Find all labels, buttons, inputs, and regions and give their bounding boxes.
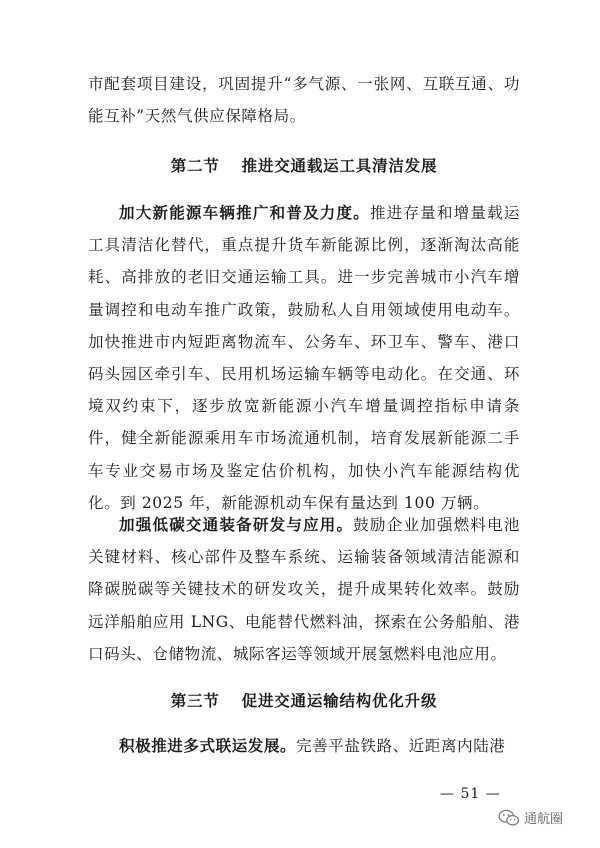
paragraph-multimodal-transport: [88, 730, 520, 762]
paragraph-body: 鼓励企业加强燃料电池关键材料、核心部件及整车系统、运输装备领域清洁能源和降碳脱碳等关键技术的研发攻关，提升成果转化效率。鼓励远洋船舶应用 LNG、电能替代燃料油，探索在公务船舶、港口码头、仓储物流、城际客运等领域开展氢燃料电池应用。: [88, 516, 520, 663]
paragraph-new-energy-vehicles: [88, 197, 520, 519]
wechat-icon: [498, 809, 520, 827]
continuation-text: 市配套项目建设，巩固提升“多气源、一张网、互联互通、功能互补”天然气供应保障格局。: [88, 75, 520, 126]
section-number: 第二节: [170, 156, 220, 175]
paragraph-lead: 积极推进多式联运发展。: [119, 736, 297, 755]
section-heading-2: [88, 154, 520, 176]
section-heading-3: [88, 689, 520, 711]
section-title: 促进交通运输结构优化升级: [241, 691, 438, 710]
watermark-text: 通航圈: [524, 812, 564, 827]
paragraph-low-carbon-equipment: [88, 509, 520, 670]
page-number: — 51 —: [440, 786, 501, 802]
section-title: 推进交通载运工具清洁发展: [241, 156, 438, 175]
paragraph-body: 推进存量和增量载运工具清洁化替代，重点提升货车新能源比例，逐渐淘汰高能耗、高排放的老旧交通运输工具。进一步完善城市小汽车增量调控和电动车推广政策，鼓励私人自用领域使用电动车。加快推进市内短距离物流车、公务车、环卫车、警车、港口码头园区牵引车、民用机场运输车辆等电动化。在交通、环境双约束下，逐步放宽新能源小汽车增量调控指标申请条件，健全新能源乘用车市场流通机制，培育发展新能源二手车专业交易市场及鉴定估价机构，加快小汽车能源结构优化。到 2025 年，新能源机动车保有量达到 100 万辆。: [88, 204, 520, 512]
paragraph-body: 完善平盐铁路、近距离内陆港: [296, 737, 506, 755]
watermark: [498, 808, 563, 827]
continuation-paragraph: [88, 68, 520, 132]
paragraph-lead: 加强低碳交通装备研发与应用。: [119, 515, 354, 534]
paragraph-lead: 加大新能源车辆推广和普及力度。: [119, 203, 371, 222]
section-number: 第三节: [170, 691, 220, 710]
